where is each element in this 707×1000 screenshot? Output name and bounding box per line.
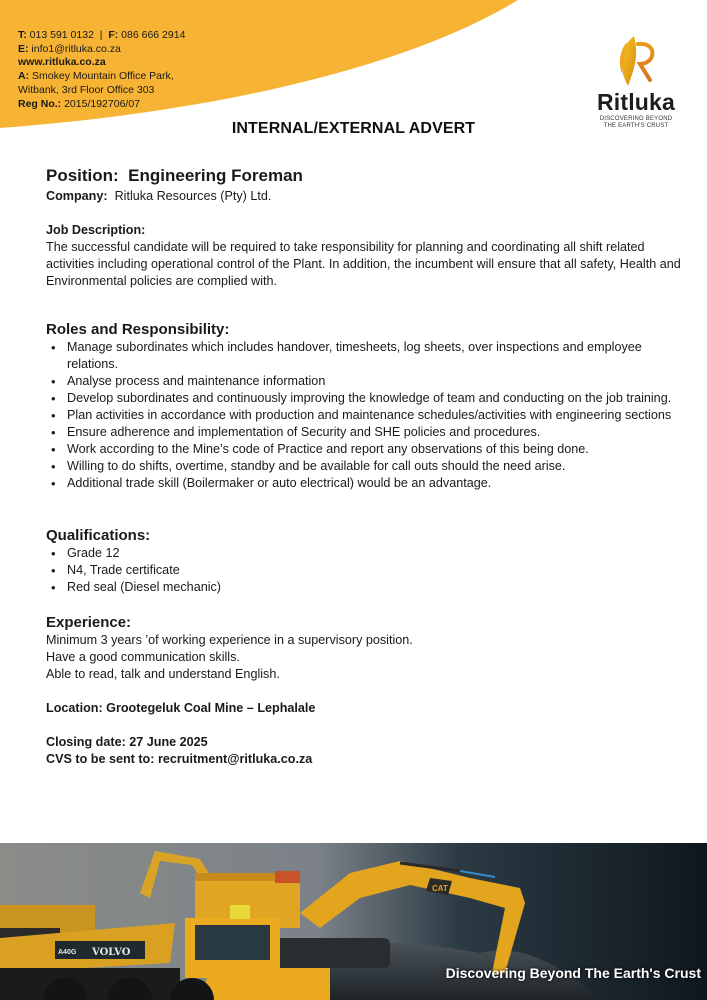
location-line: Location: Grootegeluk Coal Mine – Lephalale [46,701,316,715]
website-link[interactable]: www.ritluka.co.za [18,56,106,69]
fax-number: 086 666 2914 [121,29,186,41]
company-name: Ritluka Resources (Pty) Ltd. [114,189,272,203]
website-row [18,56,185,70]
phone-number: 013 591 0132 [29,29,94,41]
reg-number: 2015/192706/07 [64,97,141,110]
experience-heading: Experience: [46,614,132,631]
roles-heading: Roles and Responsibility: [46,321,230,338]
list-item: • Develop subordinates and continuously improving the knowledge of team and conducting on the job training. [46,390,686,407]
svg-text:VOLVO: VOLVO [92,947,131,958]
list-item: • N4, Trade certificate [46,562,686,579]
logo-tagline-2: THE EARTH'S CRUST [603,123,669,129]
experience-line: Able to read, talk and understand English. [46,667,280,681]
position-heading: Position: Engineering Foreman [46,166,303,185]
list-item: • Plan activities in accordance with production and maintenance schedules/activities with engineering sections [46,407,686,424]
phone-fax-row: T: 013 591 0132 | F: 086 666 2914 [18,29,186,41]
qualifications-list [46,545,686,596]
email-row: E: info1@ritluka.co.za [18,42,121,55]
experience-line: Have a good communication skills. [46,650,240,664]
photo-caption: Discovering Beyond The Earth's Crust [445,965,701,981]
svg-text:CAT: CAT [432,884,448,893]
list-item: • Red seal (Diesel mechanic) [46,579,686,596]
list-item: • Ensure adherence and implementation of Security and SHE policies and procedures. [46,424,686,441]
cv-email-line[interactable]: CVS to be sent to: recruitment@ritluka.co.za [46,752,313,766]
reg-row: Reg No.: 2015/192706/07 [18,97,141,110]
mining-equipment-photo [0,843,707,1000]
page-title: INTERNAL/EXTERNAL ADVERT [231,120,476,137]
address-row: A: Smokey Mountain Office Park, [18,70,174,83]
list-item: • Additional trade skill (Boilermaker or auto electrical) would be an advantage. [46,475,686,492]
list-item: • Work according to the Mine’s code of Practice and report any observations of this being done. [46,441,686,458]
ritluka-leaf-r-icon [614,34,658,90]
advert-body [46,164,686,768]
list-item: • Analyse process and maintenance information [46,373,686,390]
company-line: Company: Ritluka Resources (Pty) Ltd. [46,189,272,203]
address-row-2: Witbank, 3rd Floor Office 303 [18,83,155,96]
list-item: • Manage subordinates which includes handover, timesheets, log sheets, over inspections and employee relations. [46,339,686,373]
list-item: • Willing to do shifts, overtime, standby and be available for call outs should the need arise. [46,458,686,475]
email-link[interactable]: info1@ritluka.co.za [31,42,121,55]
logo-tagline-1: DISCOVERING BEYOND [599,116,673,122]
qualifications-heading: Qualifications: [46,527,151,544]
job-description-text: The successful candidate will be required to take responsibility for planning and coordinating all shift related activities including operational control of the Plant. In addition, the incumbent will ensure that all safety, Health and Environmental policies are complied with. [46,240,681,288]
job-description-heading: Job Description: [46,223,146,237]
list-item: • Grade 12 [46,545,686,562]
roles-list [46,339,686,492]
closing-date: Closing date: 27 June 2025 [46,735,208,749]
experience-line: Minimum 3 years ’of working experience in a supervisory position. [46,633,413,647]
logo-brand: Ritluka [596,89,676,115]
position-title: Engineering Foreman [128,166,303,185]
ritluka-logo [586,34,686,130]
contact-info [18,29,185,111]
svg-text:A40G: A40G [58,949,77,956]
